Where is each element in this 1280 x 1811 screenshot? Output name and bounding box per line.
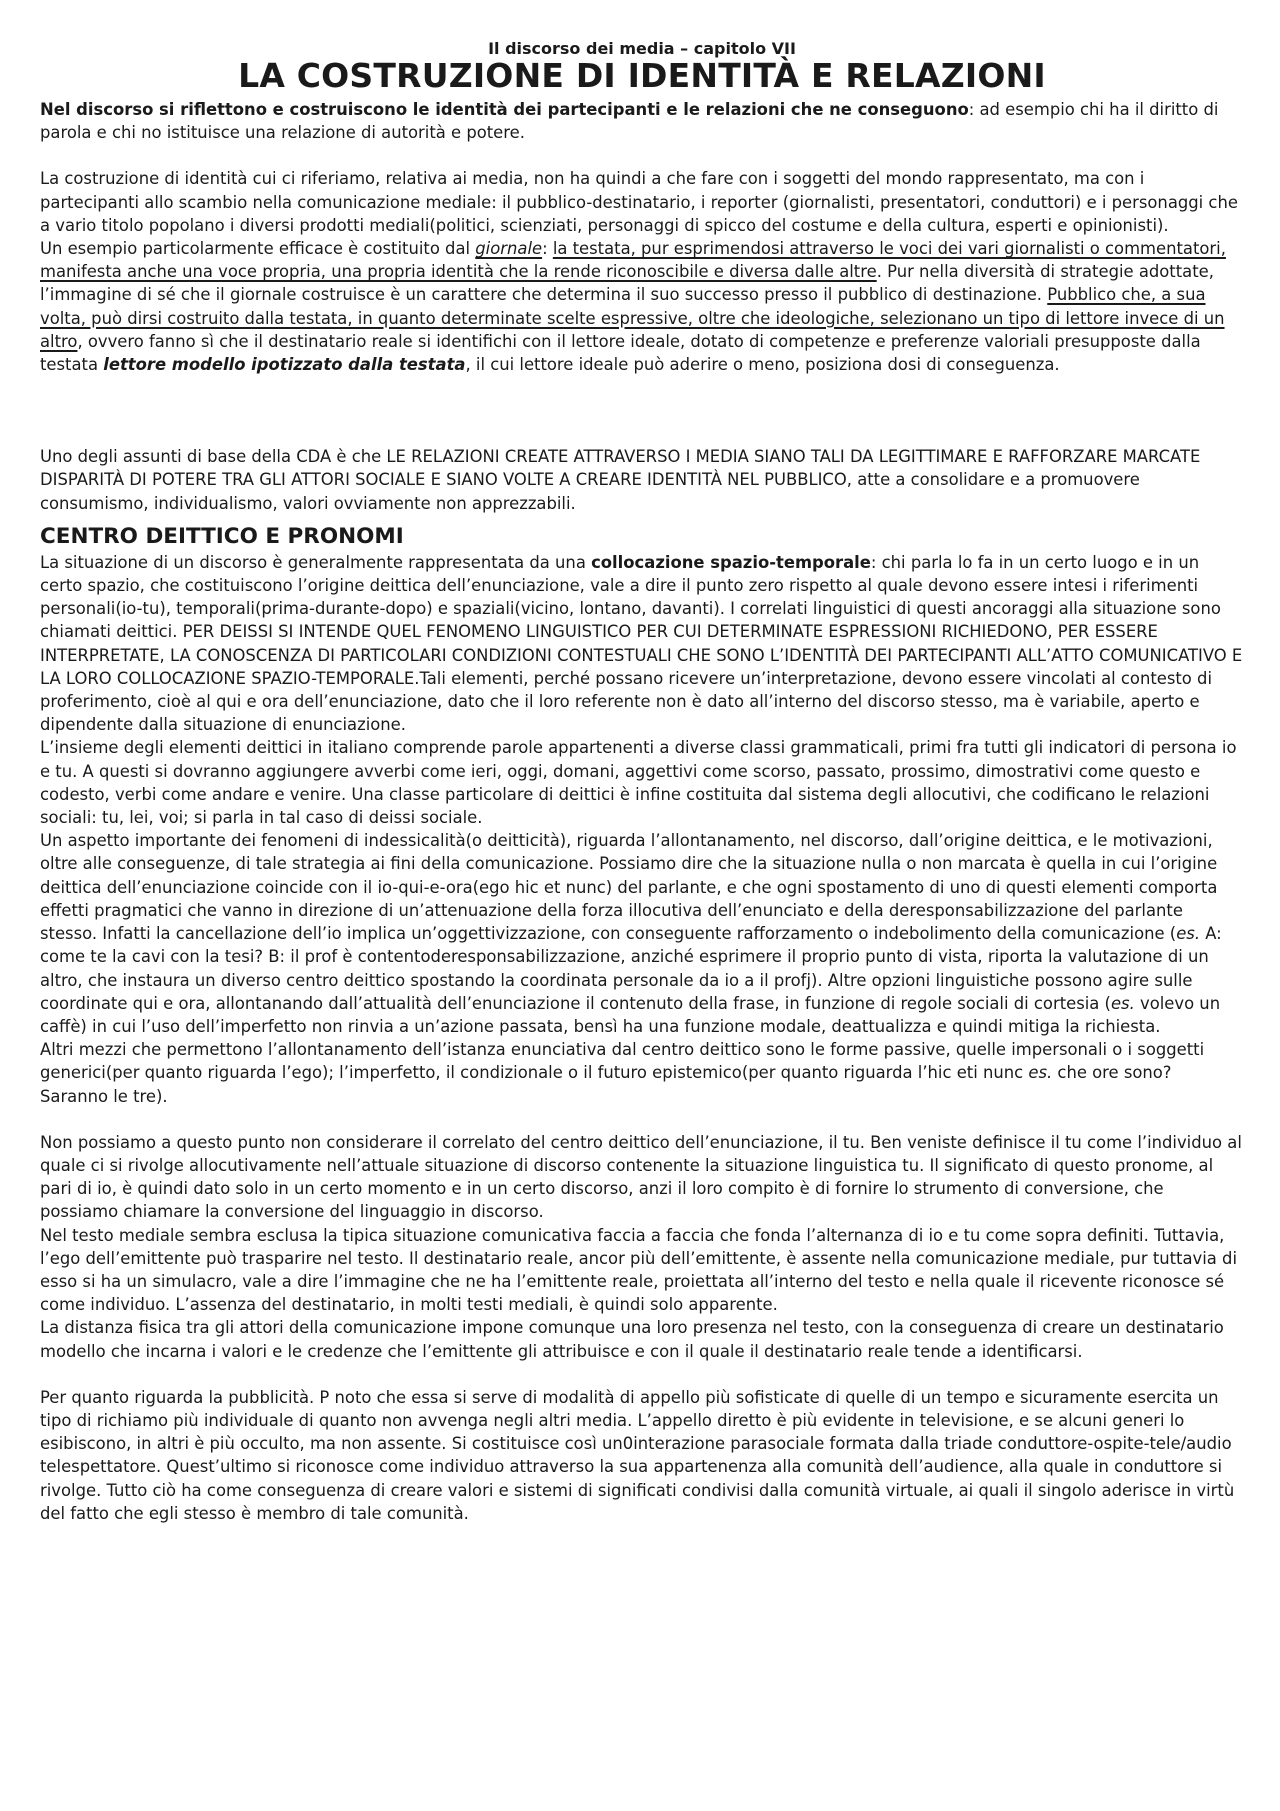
example-marker: es. bbox=[1028, 1063, 1053, 1083]
text-run: Altri mezzi che permettono l’allontanamento dell’istanza enunciativa dal centro deittico sono le forme passive, quelle impersonali o i soggetti generici(per quanto riguarda l’ego); l’imperfetto, il condizionale o il futuro epistemico(per quanto riguarda l’hic eti nunc bbox=[40, 1040, 1205, 1083]
paragraph-tu: Non possiamo a questo punto non considerare il correlato del centro deittico dell’enunciazione, il tu. Ben veniste definisce il tu come l’individuo al quale ci si rivolge allocutivamente nell’attuale situazione di discorso contenente la situazione linguistica tu. Il significato di questo pronome, al pari di io, è quindi dato solo in un certo momento e in un certo discorso, anzi il loro compito è di fornire lo strumento di conversione, che possiamo chiamare la conversione del linguaggio in discorso. bbox=[40, 1132, 1242, 1222]
spacer bbox=[40, 144, 1244, 167]
intro-lead-bold: Nel discorso si riflettono e costruiscono le identità dei partecipanti e le relazioni che ne conseguono bbox=[40, 100, 969, 119]
underlined-testata-sentence: la testata, pur esprimendosi attraverso le voci dei vari giornalisti o commentatori, manifesta anche una voce propria, una propria identità che la rende riconoscibile e diversa dalle altre bbox=[40, 239, 1226, 282]
intro-lead-rest: : ad esempio chi ha il diritto di parola e chi no istituisce una relazione di autorità e potere. bbox=[40, 100, 1219, 143]
paragraph-costruzione: La costruzione di identità cui ci riferiamo, relativa ai media, non ha quindi a che fare con i soggetti del mondo rappresentato, ma con i partecipanti allo scambio nella comunicazione mediale: il pubblico-destinatario, i reporter (giornalisti, presentatori, conduttori) e i personaggi che a vario titolo popolano i diversi prodotti mediali(politici, scienziati, personaggi di spicco del costume e della cultura, esperti e opinionisti). bbox=[40, 169, 1238, 235]
paragraph-giornale bbox=[40, 237, 1244, 376]
underlined-pubblico-sentence: Pubblico che, a sua volta, può dirsi costruito dalla testata, in quanto determinate scelte espressive, oltre che ideologiche, selezionano un tipo di lettore invece di un altro bbox=[40, 285, 1225, 351]
text-run: Un aspetto importante dei fenomeni di indessicalità(o deitticità), riguarda l’allontanamento, nel discorso, dall’origine deittica, e le motivazioni, oltre alle conseguenze, di tale strategia ai fini della comunicazione. Possiamo dire che la situazione nulla o non marcata è quella in cui l’origine deittica dell’enunciazione coincide con il io-qui-e-ora(ego hic et nunc) del parlante, e che ogni spostamento di uno di questi elementi comporta effetti pragmatici che vanno in direzione di un’attenuazione della forza illocutiva dell’enunciato e della deresponsabilizzazione del parlante stesso. Infatti la cancellazione dell’io implica un’oggettivizzazione, con conseguente rafforzamento o indebolimento della comunicazione ( bbox=[40, 831, 1218, 944]
spacer bbox=[40, 376, 1244, 422]
lettore-modello-term: lettore modello ipotizzato dalla testata bbox=[103, 355, 466, 375]
paragraph-indessicalita bbox=[40, 829, 1244, 1038]
paragraph-collocazione bbox=[40, 551, 1244, 737]
document-kicker: Il discorso dei media – capitolo VII bbox=[488, 39, 796, 58]
text-run: volevo un caffè) in cui l’uso dell’imperfetto non rinvia a un’azione passata, bensì ha una funzione modale, deattualizza e quindi mitiga la richiesta. bbox=[40, 993, 1221, 1036]
paragraph-pubblicita: Per quanto riguarda la pubblicità. P noto che essa si serve di modalità di appello più sofisticate di quelle di un tempo e sicuramente esercita un tipo di richiamo più individuale di quanto non avvenga negli altri media. L’appello diretto è più evidente in televisione, e se alcuni generi lo esibiscono, in altri è più occulto, ma non assente. Si costituisce così un0interazione parasociale formata dalla triade conduttore-ospite-tele/audio telespettatore. Quest’ultimo si riconosce come individuo attraverso la sua appartenenza alla comunità dell’audience, alla quale in conduttore si rivolge. Tutto ciò ha come conseguenza di creare valori e sistemi di significati condivisi dalla comunità virtuale, ai quali il singolo aderisce in virtù del fatto che egli stesso è membro di tale comunità. bbox=[40, 1387, 1235, 1523]
example-marker: es. bbox=[1110, 993, 1135, 1013]
text-run: La situazione di un discorso è generalmente rappresentata da una bbox=[40, 552, 592, 572]
paragraph-elementi-deittici: L’insieme degli elementi deittici in italiano comprende parole appartenenti a diverse classi grammaticali, primi fra tutti gli indicatori di persona io e tu. A questi si dovranno aggiungere avverbi come ieri, oggi, domani, aggettivi come scorso, passato, prossimo, dimostrativi come questo e codesto, verbi come andare e venire. Una classe particolare di deittici è infine costituita dal sistema degli allocutivi, che codificano le relazioni sociali: tu, lei, voi; si parla in tal caso di deissi sociale. bbox=[40, 738, 1237, 828]
paragraph-altri-mezzi bbox=[40, 1038, 1244, 1108]
text-run: . Pur nella diversità di strategie adottate, l’immagine di sé che il giornale costruisce è un carattere che determina il suo successo presso il pubblico di destinazione. bbox=[40, 262, 1214, 305]
paragraph-distanza-fisica: La distanza fisica tra gli attori della comunicazione impone comunque una loro presenza nel testo, con la conseguenza di creare un destinatario modello che incarna i valori e le credenze che l’emittente gli attribuisce e con il quale il destinatario reale tende a identificarsi. bbox=[40, 1318, 1224, 1361]
document-title: LA COSTRUZIONE DI IDENTITÀ E RELAZIONI bbox=[238, 56, 1046, 95]
text-run: : bbox=[542, 239, 553, 259]
text-run: , il cui lettore ideale può aderire o meno, posiziona dosi di conseguenza. bbox=[465, 355, 1060, 375]
text-run: che ore sono? Saranno le tre). bbox=[40, 1063, 1172, 1106]
giornale-term: giornale bbox=[475, 239, 543, 259]
spacer bbox=[40, 422, 1244, 445]
paragraph-cda: Uno degli assunti di base della CDA è che LE RELAZIONI CREATE ATTRAVERSO I MEDIA SIANO TALI DA LEGITTIMARE E RAFFORZARE MARCATE DISPARITÀ DI POTERE TRA GLI ATTORI SOCIALE E SIANO VOLTE A CREARE IDENTITÀ NEL PUBBLICO, atte a consolidare e a promuovere consumismo, individualismo, valori ovviamente non apprezzabili. bbox=[40, 447, 1201, 513]
collocazione-term: collocazione spazio-temporale bbox=[591, 552, 871, 572]
section-heading: CENTRO DEITTICO E PRONOMI bbox=[40, 523, 404, 549]
text-run: : chi parla lo fa in un certo luogo e in un certo spazio, che costituiscono l’origine deittica dell’enunciazione, vale a dire il punto zero rispetto al quale devono essere intesi i riferimenti personali(io-tu), temporali(prima-durante-dopo) e spaziali(vicino, lontano, davanti). I correlati linguistici di questi ancoraggi alla situazione sono chiamati deittici. PER DEISSI SI INTENDE QUEL FENOMENO LINGUISTICO PER CUI DETERMINATE ESPRESSIONI RICHIEDONO, PER ESSERE INTERPRETATE, LA CONOSCENZA DI PARTICOLARI CONDIZIONI CONTESTUALI CHE SONO L’IDENTITÀ DEI PARTECIPANTI ALL’ATTO COMUNICATIVO E LA LORO COLLOCAZIONE SPAZIO-TEMPORALE.Tali elementi, perché possano ricevere un’interpretazione, devono essere vincolati al contesto di proferimento, cioè al qui e ora dell’enunciazione, dato che il loro referente non è dato all’interno del discorso stesso, ma è variabile, aperto e dipendente dalla situazione di enunciazione. bbox=[40, 552, 1243, 735]
spacer bbox=[40, 1363, 1244, 1386]
text-run: , ovvero fanno sì che il destinatario reale si identifichi con il lettore ideale, dotato di competenze e preferenze valoriali presupposte dalla testata bbox=[40, 331, 1201, 375]
intro-paragraph bbox=[40, 98, 1244, 144]
text-run: Un esempio particolarmente efficace è costituito dal bbox=[40, 239, 476, 259]
spacer bbox=[40, 1108, 1244, 1131]
document-page bbox=[40, 40, 1244, 1525]
example-marker: es. bbox=[1176, 924, 1201, 944]
paragraph-testo-mediale: Nel testo mediale sembra esclusa la tipica situazione comunicativa faccia a faccia che fonda l’alternanza di io e tu come sopra definiti. Tuttavia, l’ego dell’emittente può trasparire nel testo. Il destinatario reale, ancor più dell’emittente, è assente nella comunicazione mediale, pur tuttavia di esso si ha un simulacro, vale a dire l’immagine che ne ha l’emittente reale, proiettata all’interno del testo e nella quale il ricevente riconosce sé come individuo. L’assenza del destinatario, in molti testi mediali, è quindi solo apparente. bbox=[40, 1225, 1237, 1315]
text-run: A: come te la cavi con la tesi? B: il prof è contentoderesponsabilizzazione, anziché esprimere il proprio punto di vista, riporta la valutazione di un altro, che instaura un diverso centro deittico spostando la coordinata personale da io a il profj). Altre opzioni linguistiche possono agire sulle coordinate qui e ora, allontanando dall’attualità dell’enunciazione il contenuto della frase, in funzione di regole sociali di cortesia ( bbox=[40, 924, 1222, 1013]
